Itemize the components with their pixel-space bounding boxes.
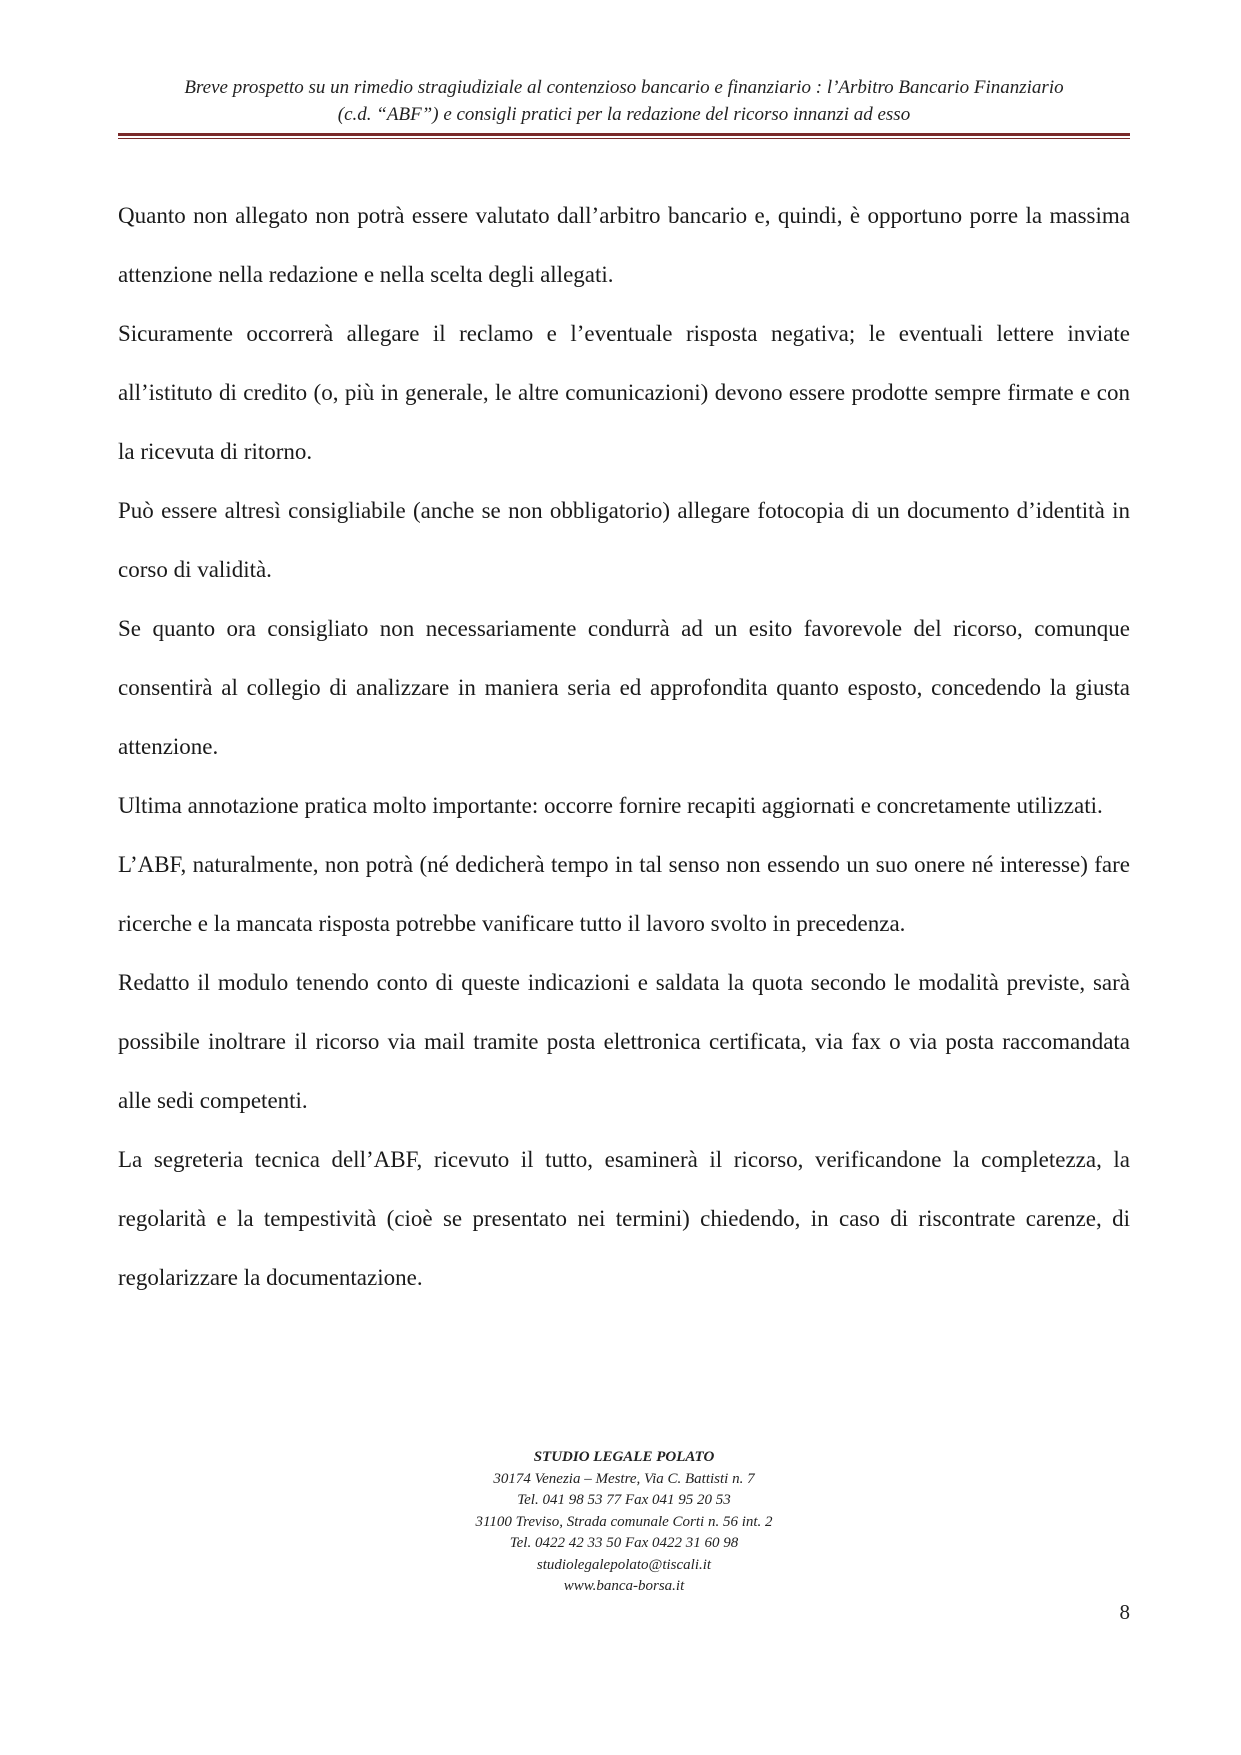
paragraph: Redatto il modulo tenendo conto di queste indicazioni e saldata la quota secondo le modalità previste, sarà possibile inoltrare il ricorso via mail tramite posta elettronica certificata, via fax o via posta raccomandata alle sedi competenti. bbox=[118, 970, 1130, 1113]
footer-address-treviso: 31100 Treviso, Strada comunale Corti n. 56 int. 2 bbox=[475, 1513, 773, 1530]
paragraph: Può essere altresì consigliabile (anche se non obbligatorio) allegare fotocopia di un documento d’identità in corso di validità. bbox=[118, 498, 1130, 582]
footer-phone-treviso: Tel. 0422 42 33 50 Fax 0422 31 60 98 bbox=[509, 1535, 739, 1551]
paragraph: Ultima annotazione pratica molto importante: occorre fornire recapiti aggiornati e concretamente utilizzati. bbox=[118, 793, 1103, 818]
header-line-2: (c.d. “ABF”) e consigli pratici per la redazione del ricorso innanzi ad esso bbox=[337, 104, 911, 125]
page-number: 8 bbox=[1119, 1600, 1130, 1624]
header-rule-thick bbox=[118, 133, 1130, 136]
header-rule-thin bbox=[118, 138, 1130, 139]
body-text bbox=[118, 186, 1130, 1307]
paragraph: Quanto non allegato non potrà essere valutato dall’arbitro bancario e, quindi, è opportuno porre la massima attenzione nella redazione e nella scelta degli allegati. bbox=[118, 203, 1130, 287]
footer-email: studiolegalepolato@tiscali.it bbox=[536, 1556, 712, 1573]
running-header bbox=[118, 74, 1130, 128]
paragraph: Se quanto ora consigliato non necessariamente condurrà ad un esito favorevole del ricorso, comunque consentirà al collegio di analizzare in maniera seria ed approfondita quanto esposto, concedendo la giusta attenzione. bbox=[118, 616, 1130, 759]
footer-studio-name: STUDIO LEGALE POLATO bbox=[533, 1449, 715, 1465]
paragraph: L’ABF, naturalmente, non potrà (né dedicherà tempo in tal senso non essendo un suo onere né interesse) fare ricerche e la mancata risposta potrebbe vanificare tutto il lavoro svolto in precedenza. bbox=[118, 852, 1130, 936]
footer-contact-block bbox=[118, 1447, 1130, 1598]
footer-website: www.banca-borsa.it bbox=[563, 1578, 685, 1594]
paragraph: La segreteria tecnica dell’ABF, ricevuto il tutto, esaminerà il ricorso, verificandone la completezza, la regolarità e la tempestività (cioè se presentato nei termini) chiedendo, in caso di riscontrate carenze, di regolarizzare la documentazione. bbox=[118, 1147, 1130, 1290]
header-line-1: Breve prospetto su un rimedio stragiudiziale al contenzioso bancario e finanziario : l’Arbitro Bancario Finanziario bbox=[184, 77, 1064, 98]
footer-address-venezia: 30174 Venezia – Mestre, Via C. Battisti n. 7 bbox=[493, 1470, 755, 1487]
footer-phone-venezia: Tel. 041 98 53 77 Fax 041 95 20 53 bbox=[517, 1492, 731, 1508]
paragraph: Sicuramente occorrerà allegare il reclamo e l’eventuale risposta negativa; le eventuali lettere inviate all’istituto di credito (o, più in generale, le altre comunicazioni) devono essere prodotte sempre firmate e con la ricevuta di ritorno. bbox=[118, 321, 1130, 464]
